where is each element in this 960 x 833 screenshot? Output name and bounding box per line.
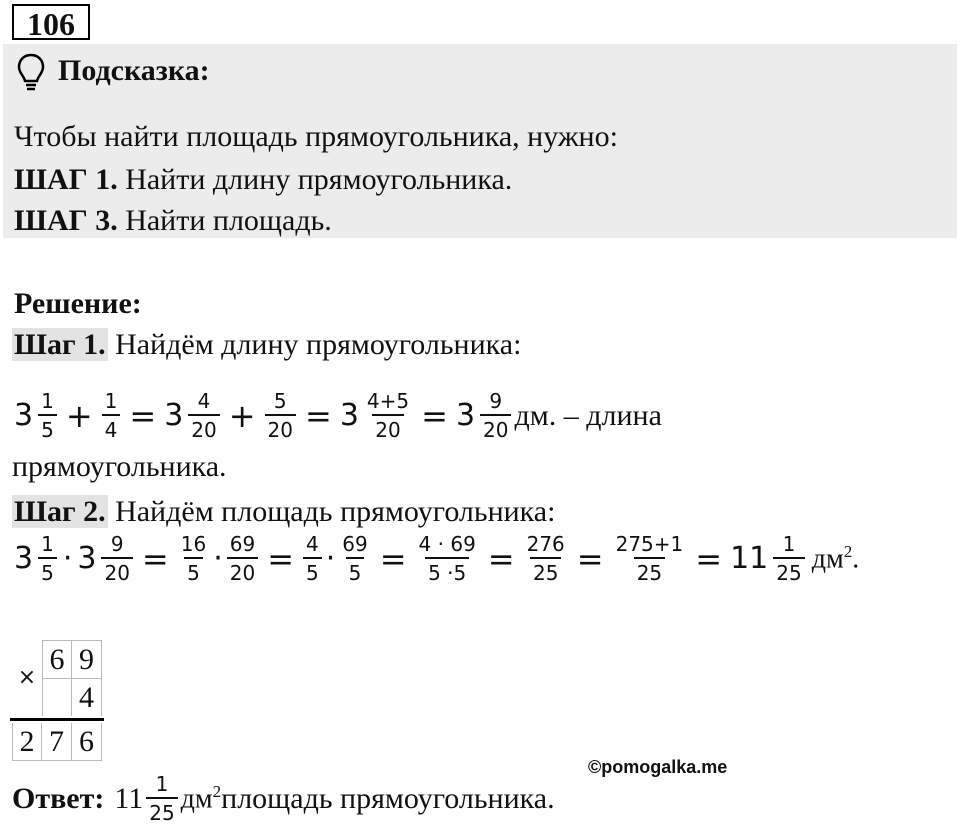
- eq2-unit-text: дм: [811, 543, 844, 575]
- eq2-equals-5: =: [576, 539, 604, 578]
- eq1-term-b-frac: [102, 390, 121, 441]
- eq1-term-a-frac: [38, 390, 57, 441]
- eq1-b-den: 4: [102, 414, 121, 441]
- hint-step3-label: ШАГ 3.: [14, 204, 118, 237]
- hint-step3: [14, 204, 332, 238]
- eq2-equals-2: =: [267, 539, 294, 578]
- answer-unit: [181, 782, 221, 815]
- eq1-term-e-whole: 3: [339, 398, 359, 433]
- eq2-equals-1: =: [141, 539, 169, 578]
- eq1-a-den: 5: [38, 414, 57, 441]
- eq2-equals-4: =: [487, 539, 515, 578]
- area-equation: [12, 533, 859, 584]
- hint-step3-text: Найти площадь.: [117, 204, 332, 237]
- eq1-term-c-frac: [188, 390, 219, 441]
- eq2-i-den: 25: [634, 557, 665, 584]
- multiply-sign: ×: [17, 665, 37, 690]
- result-digit-2: 7: [42, 723, 72, 761]
- eq1-tail: дм. – длина: [514, 398, 662, 432]
- eq1-b-num: 1: [104, 389, 118, 413]
- hint-title: Подсказка:: [58, 54, 210, 87]
- eq2-a-frac: [38, 533, 57, 584]
- hint-intro: Чтобы найти площадь прямоугольника, нужно:: [14, 120, 618, 153]
- row2-digit-2: 4: [72, 678, 102, 716]
- eq1-plus-1: +: [65, 396, 93, 435]
- eq2-unit-end: .: [852, 543, 860, 575]
- solution-title: Решение:: [14, 287, 142, 320]
- answer-label: Ответ:: [12, 781, 105, 815]
- site-credit: ©pomogalka.me: [588, 757, 728, 777]
- eq2-d-den: 20: [227, 557, 258, 584]
- eq2-d-frac: [227, 533, 258, 584]
- eq1-equals-a: =: [129, 396, 157, 435]
- answer-line: [12, 773, 555, 824]
- eq1-e-den: 20: [372, 414, 403, 441]
- eq1-f-num: 9: [489, 389, 503, 413]
- eq2-a-whole: 3: [14, 541, 34, 576]
- eq1-equals-b: =: [305, 396, 332, 435]
- result-line: [10, 718, 104, 721]
- eq1-term-f-whole: 3: [455, 398, 476, 433]
- problem-number: 106: [12, 4, 90, 40]
- answer-frac: [146, 773, 177, 824]
- eq2-unit-sup: 2: [843, 541, 853, 561]
- eq2-f-den: 5: [346, 557, 365, 584]
- eq2-c-den: 5: [184, 557, 203, 584]
- eq1-term-c-whole: 3: [164, 398, 184, 433]
- eq2-h-num: 276: [526, 532, 565, 556]
- eq2-j-den: 25: [773, 557, 804, 584]
- column-multiplication: [10, 640, 110, 770]
- eq1-c-num: 4: [197, 389, 211, 413]
- eq2-j-frac: [773, 533, 804, 584]
- eq2-f-frac: [339, 533, 370, 584]
- eq2-b-num: 9: [110, 532, 124, 556]
- length-equation: [12, 390, 662, 441]
- eq2-equals-6: =: [695, 539, 723, 578]
- result-digit-1: 2: [12, 723, 42, 761]
- answer-whole: 11: [114, 781, 144, 815]
- eq2-b-den: 20: [101, 557, 132, 584]
- eq2-b-whole: 3: [77, 541, 97, 576]
- eq2-c-num: 16: [180, 532, 207, 556]
- eq2-g-frac: [416, 533, 479, 584]
- eq2-j-whole: 11: [730, 541, 769, 576]
- eq2-e-frac: [303, 533, 322, 584]
- lightbulb-icon: [16, 53, 46, 93]
- eq1-d-den: 20: [265, 414, 296, 441]
- answer-num: 1: [155, 772, 169, 796]
- eq1-f-den: 20: [480, 414, 511, 441]
- eq2-dot-2: ·: [213, 541, 223, 576]
- answer-text: площадь прямоугольника.: [221, 781, 555, 815]
- answer-unit-text: дм: [180, 783, 213, 815]
- solution-step2-text: Найдём площадь прямоугольника:: [107, 495, 556, 528]
- eq1-d-num: 5: [273, 389, 287, 413]
- eq2-i-frac: [613, 533, 687, 584]
- eq1-term-f-frac: [480, 390, 511, 441]
- eq2-unit: [812, 542, 859, 575]
- solution-step1-label: Шаг 1.: [14, 328, 106, 361]
- row1-digit-2: 9: [72, 640, 102, 678]
- eq1-term-a-whole: 3: [14, 398, 34, 433]
- eq2-h-frac: [524, 533, 568, 584]
- eq1-term-d-frac: [265, 390, 296, 441]
- eq1-e-num: 4+5: [366, 389, 410, 413]
- eq1-equals-c: =: [421, 396, 448, 435]
- eq2-equals-3: =: [379, 539, 407, 578]
- eq2-dot-1: ·: [62, 541, 73, 576]
- hint-step1-label: ШАГ 1.: [14, 163, 118, 196]
- eq2-d-num: 69: [229, 532, 256, 556]
- eq2-h-den: 25: [530, 557, 561, 584]
- eq2-dot-3: ·: [325, 541, 336, 576]
- solution-step1-text: Найдём длину прямоугольника:: [107, 328, 522, 361]
- eq2-j-num: 1: [782, 532, 796, 556]
- eq2-b-frac: [101, 533, 132, 584]
- eq2-a-num: 1: [41, 532, 54, 556]
- eq2-f-num: 69: [342, 532, 368, 556]
- row2-digit-1: [42, 678, 72, 716]
- eq1-plus-2: +: [228, 396, 256, 435]
- hint-step1-text: Найти длину прямоугольника.: [117, 163, 513, 196]
- eq1-c-den: 20: [188, 414, 219, 441]
- result-digit-3: 6: [72, 723, 102, 761]
- eq1-a-num: 1: [41, 389, 54, 413]
- eq1-continuation: прямоугольника.: [12, 450, 227, 483]
- eq2-g-num: 4 · 69: [418, 532, 476, 556]
- answer-den: 25: [146, 797, 177, 824]
- eq2-a-den: 5: [38, 557, 57, 584]
- eq1-term-e-frac: [364, 390, 412, 441]
- eq2-e-den: 5: [303, 557, 322, 584]
- eq2-e-num: 4: [306, 532, 319, 556]
- solution-step2-label: Шаг 2.: [14, 495, 106, 528]
- eq2-c-frac: [178, 533, 209, 584]
- solution-step2: [12, 495, 555, 529]
- eq2-g-den: 5 ·5: [425, 557, 469, 584]
- answer-unit-sup: 2: [212, 781, 222, 801]
- solution-step1: [12, 328, 521, 362]
- eq2-i-num: 275+1: [615, 532, 684, 556]
- row1-digit-1: 6: [42, 640, 72, 678]
- hint-step1: [14, 163, 512, 197]
